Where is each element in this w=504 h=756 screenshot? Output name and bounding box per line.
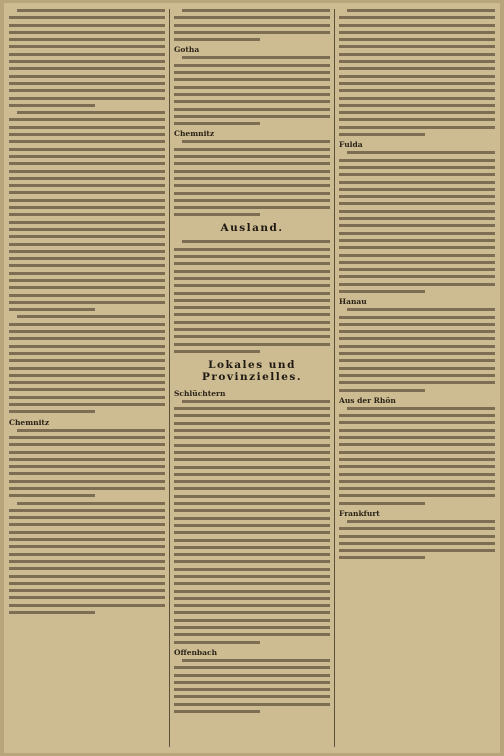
text-line <box>339 414 495 417</box>
text-line <box>174 313 330 316</box>
text-line <box>339 429 495 432</box>
text-line <box>174 299 330 302</box>
text-line <box>174 414 330 417</box>
text-line <box>174 407 330 410</box>
text-line <box>9 545 165 548</box>
text-line <box>9 337 165 340</box>
text-line <box>339 239 495 242</box>
text-line <box>339 283 495 286</box>
text-line <box>9 403 165 406</box>
text-line <box>174 502 330 505</box>
text-line <box>174 458 330 461</box>
text-line <box>174 248 330 251</box>
text-line <box>174 633 330 636</box>
article-paragraph <box>9 9 165 107</box>
text-line <box>9 352 165 355</box>
text-line <box>339 173 495 176</box>
text-line <box>9 538 165 541</box>
text-line <box>9 184 165 187</box>
text-line <box>339 549 495 552</box>
text-line <box>9 396 165 399</box>
text-line <box>9 221 165 224</box>
text-line <box>339 126 495 129</box>
text-line <box>174 495 330 498</box>
text-line <box>339 381 495 384</box>
text-line <box>9 272 165 275</box>
column-rule <box>169 9 170 747</box>
column-container <box>9 9 495 747</box>
text-line <box>339 60 495 63</box>
text-line <box>174 335 330 338</box>
text-line <box>339 202 495 205</box>
article-paragraph <box>339 151 495 293</box>
article-column <box>9 9 165 747</box>
text-line <box>9 199 165 202</box>
text-line <box>9 31 165 34</box>
text-line <box>174 539 330 542</box>
text-line <box>182 240 330 243</box>
text-line <box>339 465 495 468</box>
text-line <box>9 531 165 534</box>
text-line <box>174 78 330 81</box>
section-heading: Lokales und Provinzielles. <box>201 358 302 383</box>
text-line <box>174 292 330 295</box>
text-line <box>174 115 330 118</box>
text-line <box>9 523 165 526</box>
text-line <box>9 345 165 348</box>
text-line <box>9 611 95 614</box>
text-line <box>339 473 495 476</box>
text-line <box>339 542 495 545</box>
text-line <box>9 553 165 556</box>
article-paragraph <box>9 315 165 413</box>
dateline: Aus der Rhön <box>339 395 396 405</box>
text-line <box>339 374 495 377</box>
text-line <box>339 188 495 191</box>
newspaper-page <box>4 3 500 753</box>
article-column <box>339 9 495 747</box>
dateline: Chemnitz <box>174 129 215 139</box>
text-line <box>9 604 165 607</box>
text-line <box>9 589 165 592</box>
text-line <box>174 262 330 265</box>
dateline: Hanau <box>339 297 367 307</box>
text-line <box>174 24 330 27</box>
text-line <box>347 151 495 154</box>
text-line <box>17 315 165 318</box>
article-paragraph <box>174 140 330 216</box>
text-line <box>339 502 425 505</box>
text-line <box>9 575 165 578</box>
text-line <box>339 359 495 362</box>
text-line <box>182 140 330 143</box>
text-line <box>9 257 165 260</box>
article-paragraph <box>9 429 165 498</box>
text-line <box>339 451 495 454</box>
text-line <box>9 410 95 413</box>
dateline: Frankfurt <box>339 509 380 518</box>
text-line <box>174 199 330 202</box>
text-line <box>174 206 330 209</box>
text-line <box>174 681 330 684</box>
text-line <box>174 553 330 556</box>
text-line <box>182 9 330 12</box>
text-line <box>174 590 330 593</box>
text-line <box>339 31 495 34</box>
text-line <box>339 458 495 461</box>
text-line <box>339 527 495 530</box>
text-line <box>9 582 165 585</box>
text-line <box>9 374 165 377</box>
text-line <box>174 444 330 447</box>
text-line <box>174 422 330 425</box>
text-line <box>339 352 495 355</box>
text-line <box>9 388 165 391</box>
text-line <box>9 308 95 311</box>
text-line <box>182 400 330 403</box>
text-line <box>9 104 95 107</box>
text-line <box>339 556 425 559</box>
text-line <box>339 67 495 70</box>
text-line <box>174 31 330 34</box>
text-line <box>9 443 165 446</box>
text-line <box>174 343 330 346</box>
section-heading: Ausland. <box>220 222 284 235</box>
column-rule <box>334 9 335 747</box>
article-column <box>174 9 330 747</box>
text-line <box>174 170 330 173</box>
text-line <box>174 524 330 527</box>
text-line <box>174 641 260 644</box>
text-line <box>174 531 330 534</box>
text-line <box>174 122 260 125</box>
text-line <box>9 213 165 216</box>
text-line <box>339 261 495 264</box>
text-line <box>9 16 165 19</box>
text-line <box>9 286 165 289</box>
article-paragraph <box>339 407 495 505</box>
text-line <box>174 575 330 578</box>
text-line <box>9 294 165 297</box>
text-line <box>174 626 330 629</box>
text-line <box>9 75 165 78</box>
text-line <box>9 596 165 599</box>
text-line <box>339 436 495 439</box>
text-line <box>339 254 495 257</box>
text-line <box>174 177 330 180</box>
text-line <box>339 268 495 271</box>
text-line <box>174 350 260 353</box>
article-paragraph <box>339 9 495 136</box>
text-line <box>339 118 495 121</box>
text-line <box>339 290 425 293</box>
text-line <box>9 53 165 56</box>
text-line <box>182 659 330 662</box>
text-line <box>174 321 330 324</box>
text-line <box>339 104 495 107</box>
dateline: Chemnitz <box>9 417 50 427</box>
dateline: Schlüchtern <box>174 388 226 398</box>
text-line <box>339 316 495 319</box>
text-line <box>339 487 495 490</box>
text-line <box>339 367 495 370</box>
text-line <box>174 674 330 677</box>
text-line <box>174 38 260 41</box>
text-line <box>9 567 165 570</box>
text-line <box>174 710 260 713</box>
text-line <box>339 97 495 100</box>
text-line <box>9 191 165 194</box>
text-line <box>339 345 495 348</box>
text-line <box>339 337 495 340</box>
text-line <box>9 264 165 267</box>
text-line <box>174 666 330 669</box>
text-line <box>339 323 495 326</box>
text-line <box>9 177 165 180</box>
text-line <box>174 429 330 432</box>
text-line <box>174 560 330 563</box>
text-line <box>174 473 330 476</box>
text-line <box>339 133 425 136</box>
text-line <box>174 480 330 483</box>
text-line <box>339 389 425 392</box>
text-line <box>339 159 495 162</box>
text-line <box>174 436 330 439</box>
text-line <box>9 487 165 490</box>
text-line <box>174 517 330 520</box>
text-line <box>339 246 495 249</box>
text-line <box>339 232 495 235</box>
text-line <box>174 466 330 469</box>
text-line <box>339 480 495 483</box>
text-line <box>174 213 260 216</box>
text-line <box>174 192 330 195</box>
text-line <box>9 162 165 165</box>
text-line <box>17 502 165 505</box>
text-line <box>9 126 165 129</box>
text-line <box>9 381 165 384</box>
text-line <box>339 45 495 48</box>
text-line <box>174 162 330 165</box>
text-line <box>9 367 165 370</box>
text-line <box>174 509 330 512</box>
text-line <box>339 443 495 446</box>
text-line <box>174 703 330 706</box>
text-line <box>9 97 165 100</box>
text-line <box>9 82 165 85</box>
text-line <box>174 93 330 96</box>
text-line <box>9 436 165 439</box>
text-line <box>9 560 165 563</box>
text-line <box>174 487 330 490</box>
text-line <box>339 75 495 78</box>
article-paragraph <box>174 659 330 713</box>
text-line <box>174 328 330 331</box>
text-line <box>339 89 495 92</box>
text-line <box>174 100 330 103</box>
text-line <box>174 688 330 691</box>
text-line <box>9 359 165 362</box>
text-line <box>9 133 165 136</box>
text-line <box>9 38 165 41</box>
dateline: Offenbach <box>174 647 218 657</box>
text-line <box>9 494 95 497</box>
article-paragraph <box>174 240 330 352</box>
text-line <box>9 509 165 512</box>
text-line <box>9 118 165 121</box>
text-line <box>339 535 495 538</box>
text-line <box>174 597 330 600</box>
text-line <box>9 89 165 92</box>
text-line <box>339 224 495 227</box>
text-line <box>339 16 495 19</box>
text-line <box>339 166 495 169</box>
text-line <box>174 16 330 19</box>
text-line <box>174 306 330 309</box>
text-line <box>339 82 495 85</box>
text-line <box>174 619 330 622</box>
text-line <box>174 568 330 571</box>
text-line <box>174 582 330 585</box>
text-line <box>9 472 165 475</box>
text-line <box>9 516 165 519</box>
article-paragraph <box>9 111 165 311</box>
text-line <box>17 111 165 114</box>
text-line <box>339 24 495 27</box>
text-line <box>9 148 165 151</box>
text-line <box>174 604 330 607</box>
text-line <box>339 111 495 114</box>
text-line <box>9 243 165 246</box>
text-line <box>174 155 330 158</box>
article-paragraph <box>174 9 330 41</box>
text-line <box>9 250 165 253</box>
text-line <box>339 195 495 198</box>
article-paragraph <box>174 56 330 125</box>
dateline: Gotha <box>174 45 200 55</box>
dateline: Fulda <box>339 140 363 150</box>
text-line <box>339 210 495 213</box>
text-line <box>9 451 165 454</box>
text-line <box>174 108 330 111</box>
text-line <box>174 71 330 74</box>
text-line <box>174 184 330 187</box>
article-paragraph <box>9 502 165 614</box>
article-paragraph <box>339 308 495 391</box>
text-line <box>174 148 330 151</box>
text-line <box>339 53 495 56</box>
text-line <box>9 206 165 209</box>
text-line <box>9 235 165 238</box>
text-line <box>174 255 330 258</box>
text-line <box>174 546 330 549</box>
text-line <box>9 45 165 48</box>
text-line <box>174 86 330 89</box>
text-line <box>174 451 330 454</box>
text-line <box>9 279 165 282</box>
text-line <box>17 429 165 432</box>
text-line <box>339 421 495 424</box>
text-line <box>9 24 165 27</box>
text-line <box>9 228 165 231</box>
text-line <box>9 458 165 461</box>
article-paragraph <box>339 520 495 559</box>
text-line <box>9 323 165 326</box>
text-line <box>17 9 165 12</box>
text-line <box>9 330 165 333</box>
text-line <box>174 611 330 614</box>
text-line <box>9 155 165 158</box>
text-line <box>9 480 165 483</box>
text-line <box>347 9 495 12</box>
text-line <box>182 56 330 59</box>
text-line <box>174 64 330 67</box>
text-line <box>339 38 495 41</box>
text-line <box>9 140 165 143</box>
text-line <box>9 67 165 70</box>
text-line <box>9 170 165 173</box>
text-line <box>339 330 495 333</box>
text-line <box>9 301 165 304</box>
text-line <box>339 181 495 184</box>
text-line <box>339 217 495 220</box>
text-line <box>174 270 330 273</box>
text-line <box>174 695 330 698</box>
text-line <box>9 60 165 63</box>
text-line <box>174 277 330 280</box>
article-paragraph <box>174 400 330 644</box>
text-line <box>347 407 495 410</box>
text-line <box>347 520 495 523</box>
text-line <box>339 275 495 278</box>
text-line <box>347 308 495 311</box>
text-line <box>174 284 330 287</box>
text-line <box>339 494 495 497</box>
text-line <box>9 465 165 468</box>
